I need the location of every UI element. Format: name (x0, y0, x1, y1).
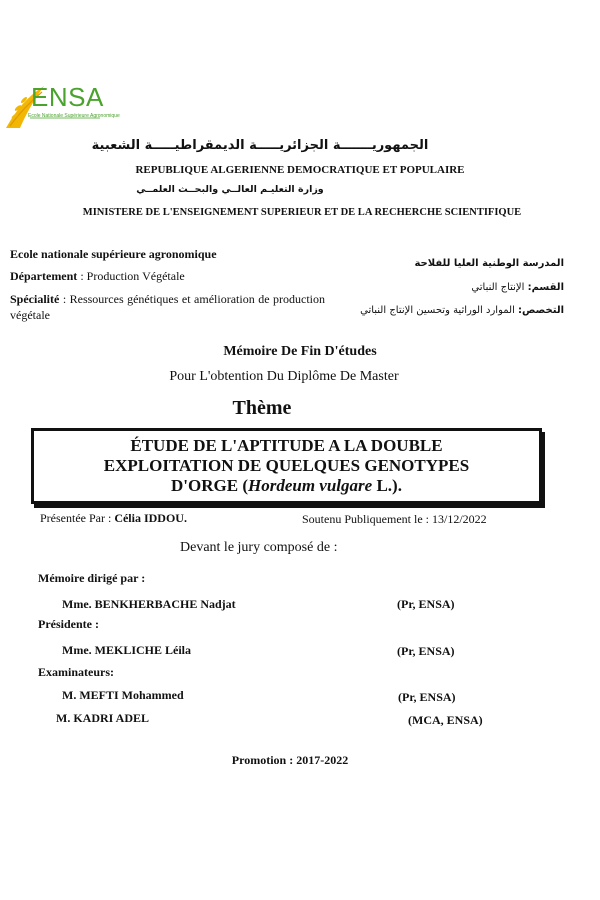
title-line-2: EXPLOITATION DE QUELQUES GENOTYPES (103, 456, 470, 475)
examiner-1-name: M. MEFTI Mohammed (62, 688, 184, 702)
arabic-department-value: الإنتاج النباتي (471, 282, 528, 293)
memoire-heading: Mémoire De Fin D'études (223, 344, 377, 359)
title-line-1: ÉTUDE DE L'APTITUDE A LA DOUBLE (130, 436, 443, 455)
department-line (10, 268, 325, 284)
arabic-department (471, 282, 564, 293)
arabic-school: المدرسة الوطنية العليا للفلاحة (414, 258, 564, 269)
specialty-value: : Ressources génétiques et amélioration de production végétale (10, 292, 325, 322)
thesis-title (104, 436, 469, 496)
defense-date: Soutenu Publiquement le : 13/12/2022 (302, 512, 487, 526)
memoire-subheading: Pour L'obtention Du Diplôme De Master (169, 369, 399, 384)
presented-by (40, 511, 187, 526)
arabic-republic: الجمهوريـــــــة الجزائريـــــة الديمقراطيـــــة الشعبية (91, 138, 429, 153)
promotion: Promotion : 2017-2022 (231, 753, 349, 767)
theme-label: Thème (232, 397, 292, 419)
director-role: (Pr, ENSA) (397, 597, 455, 611)
examiner-2-name: M. KADRI ADEL (56, 711, 150, 725)
logo-subtitle: Ecole Nationale Supérieure Agronomique (28, 113, 120, 119)
title-latin-name: Hordeum vulgare (248, 476, 373, 495)
specialty-label: Spécialité (10, 292, 60, 306)
presented-by-label: Présentée Par : (40, 511, 115, 525)
department-label: Département (10, 269, 78, 283)
president-name: Mme. MEKLICHE Léila (62, 643, 191, 657)
director-name: Mme. BENKHERBACHE Nadjat (62, 597, 236, 611)
department-value: : Production Végétale (77, 269, 185, 283)
school-name: Ecole nationale supérieure agronomique (10, 247, 217, 261)
jury-intro: Devant le jury composé de : (180, 540, 338, 555)
president-role: (Pr, ENSA) (397, 644, 455, 658)
logo-text: ENSA (31, 82, 104, 112)
examiners-label: Examinateurs: (38, 665, 114, 679)
arabic-specialty-label: التخصص: (518, 305, 564, 316)
title-line-3-suffix: L.). (372, 476, 402, 495)
arabic-ministry: وزارة التعليـم العالــي والبحــث العلمــي (136, 184, 324, 195)
examiner-1-role: (Pr, ENSA) (398, 690, 456, 704)
french-ministry: MINISTERE DE L'ENSEIGNEMENT SUPERIEUR ET DE LA RECHERCHE SCIENTIFIQUE (82, 207, 522, 218)
presented-by-name: Célia IDDOU. (114, 511, 187, 525)
french-republic: REPUBLIQUE ALGERIENNE DEMOCRATIQUE ET POPULAIRE (135, 164, 465, 176)
examiner-2-role: (MCA, ENSA) (408, 713, 483, 727)
arabic-specialty (360, 305, 564, 316)
title-line-3-prefix: D'ORGE ( (171, 476, 248, 495)
title-box (31, 428, 542, 504)
title-line-3 (104, 476, 469, 496)
president-label: Présidente : (38, 617, 99, 631)
director-label: Mémoire dirigé par : (38, 571, 146, 585)
specialty-line (10, 291, 325, 323)
arabic-department-label: القسم: (527, 282, 564, 293)
arabic-specialty-value: الموارد الوراثية وتحسين الإنتاج النباتي (360, 305, 519, 316)
